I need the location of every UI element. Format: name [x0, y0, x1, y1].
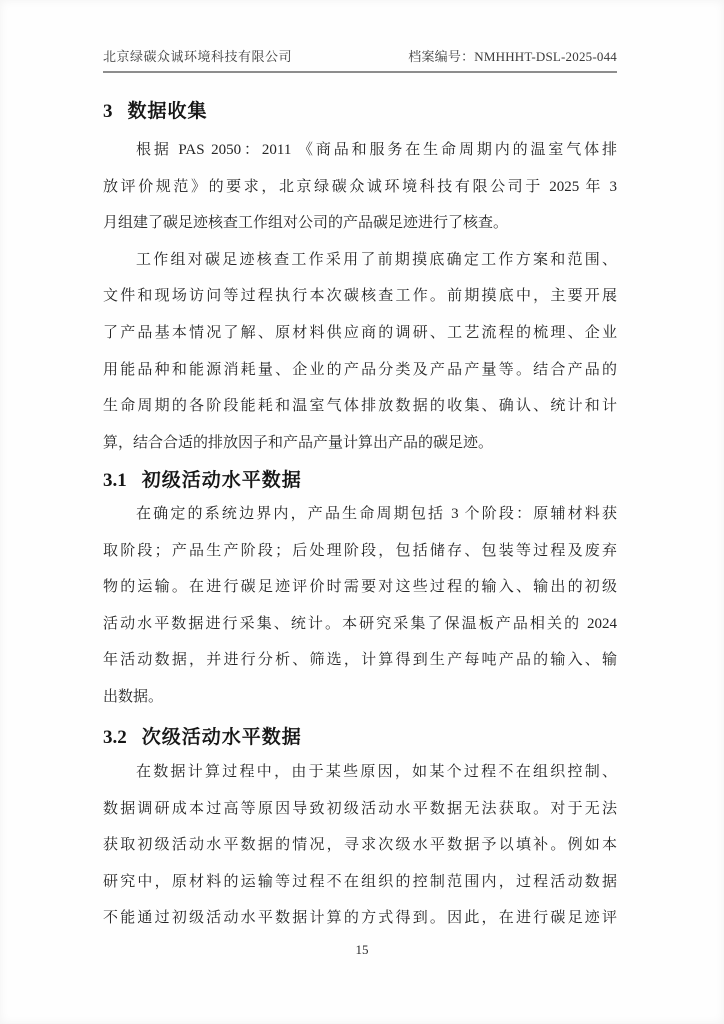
header-divider-line: [103, 71, 617, 73]
paragraph-line: 用能品种和能源消耗量、企业的产品分类及产品产量等。结合产品的: [103, 361, 617, 378]
paragraph-line: 活动水平数据进行采集、统计。本研究采集了保温板产品相关的 2024: [103, 615, 617, 632]
paragraph-2: [103, 242, 617, 462]
paragraph-line: 在数据计算过程中，由于某些原因，如某个过程不在组织控制、: [136, 764, 617, 780]
paragraph-line: 生命周期的各阶段能耗和温室气体排放数据的收集、确认、统计和计: [103, 398, 617, 415]
page-footer: [0, 942, 724, 958]
paragraph-line: 取阶段；产品生产阶段；后处理阶段，包括储存、包装等过程及废弃: [103, 542, 617, 559]
archive-label: 档案编号：: [408, 49, 475, 64]
paragraph-line: 获取初级活动水平数据的情况，寻求次级水平数据予以填补。例如本: [103, 837, 617, 854]
paragraph-line: 不能通过初级活动水平数据计算的方式得到。因此，在进行碳足迹评: [103, 910, 617, 927]
paragraph-3-1: [103, 496, 617, 716]
paragraph-line: 根据 PAS 2050：2011 《商品和服务在生命周期内的温室气体排: [136, 142, 617, 158]
paragraph-line: 算，结合合适的排放因子和产品产量计算出产品的碳足迹。: [103, 434, 494, 451]
section-3-number: 3: [103, 101, 113, 122]
section-3-1-heading: [103, 465, 617, 492]
page-header: [103, 46, 617, 65]
paragraph-1: [103, 132, 617, 242]
paragraph-3-2: [103, 754, 617, 937]
section-3-heading: [103, 96, 617, 123]
paragraph-line: 月组建了碳足迹核查工作组对公司的产品碳足迹进行了核查。: [103, 215, 509, 232]
paragraph-line: 工作组对碳足迹核查工作采用了前期摸底确定工作方案和范围、: [136, 251, 617, 268]
paragraph-line: 年活动数据，并进行分析、筛选，计算得到生产每吨产品的输入、输: [103, 652, 617, 669]
paragraph-line: 研究中，原材料的运输等过程不在组织的控制范围内，过程活动数据: [103, 873, 617, 890]
page-number: 15: [355, 942, 369, 957]
paragraph-line: 数据调研成本过高等原因导致初级活动水平数据无法获取。对于无法: [103, 800, 617, 817]
archive-value: NMHHHT-DSL-2025-044: [474, 49, 617, 64]
header-company-name: 北京绿碳众诚环境科技有限公司: [103, 49, 293, 64]
paragraph-line: 出数据。: [103, 688, 164, 705]
header-archive-number: [408, 46, 617, 65]
paragraph-line: 文件和现场访问等过程执行本次碳核查工作。前期摸底中，主要开展: [103, 288, 617, 305]
paragraph-line: 在确定的系统边界内，产品生命周期包括 3 个阶段：原辅材料获: [136, 506, 617, 522]
paragraph-line: 放评价规范》的要求，北京绿碳众诚环境科技有限公司于 2025 年 3: [103, 178, 617, 195]
section-3-2-number: 3.2: [103, 727, 127, 748]
section-3-1-number: 3.1: [103, 470, 127, 491]
paragraph-line: 了产品基本情况了解、原材料供应商的调研、工艺流程的梳理、企业: [103, 324, 617, 341]
section-3-title: 数据收集: [127, 101, 208, 122]
paragraph-line: 物的运输。在进行碳足迹评价时需要对这些过程的输入、输出的初级: [103, 579, 617, 596]
section-3-2-heading: [103, 722, 617, 749]
section-3-2-title: 次级活动水平数据: [141, 727, 302, 748]
section-3-1-title: 初级活动水平数据: [141, 470, 302, 491]
